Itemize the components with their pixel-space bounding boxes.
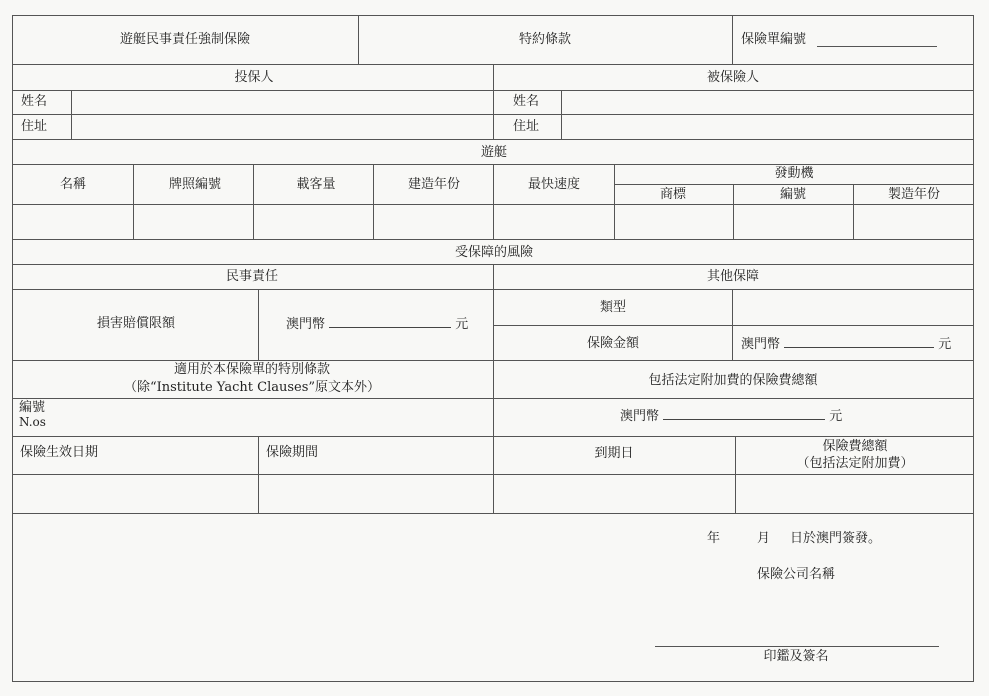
form-title: 遊艇民事責任強制保險 xyxy=(119,32,251,47)
amount-blank[interactable] xyxy=(784,337,934,348)
divider xyxy=(614,184,974,185)
divider xyxy=(493,64,494,139)
divider xyxy=(258,436,259,513)
special-terms-heading: 特約條款 xyxy=(518,32,572,47)
expiry-date-label: 到期日 xyxy=(594,446,634,461)
issue-month: 月 xyxy=(757,531,771,546)
divider xyxy=(732,15,733,64)
divider xyxy=(258,289,259,360)
insured-heading: 被保險人 xyxy=(706,70,760,85)
divider xyxy=(735,436,736,513)
outer-border-left xyxy=(12,15,13,682)
yacht-col-build-year: 建造年份 xyxy=(407,177,461,192)
special-clauses-heading: 適用於本保險單的特別條款 xyxy=(173,362,331,377)
engine-col-number: 編號 xyxy=(779,187,807,202)
divider xyxy=(493,325,974,326)
divider xyxy=(12,513,974,514)
policy-number-field[interactable] xyxy=(817,46,937,47)
total-premium-amount[interactable] xyxy=(620,409,842,426)
currency-suffix: 元 xyxy=(455,317,469,332)
effective-date-label: 保險生效日期 xyxy=(20,445,99,460)
divider xyxy=(253,164,254,239)
divider xyxy=(373,164,374,239)
divider xyxy=(71,90,72,139)
insurer-name-label: 保險公司名稱 xyxy=(756,567,836,582)
clause-number-label: 編號 xyxy=(19,400,46,415)
covered-risks-heading: 受保障的風險 xyxy=(454,245,534,260)
seal-signature-label: 印鑑及簽名 xyxy=(763,649,829,664)
amount-blank[interactable] xyxy=(329,317,451,328)
policyholder-address-label: 住址 xyxy=(21,119,48,134)
insured-name-label: 姓名 xyxy=(513,94,540,109)
currency-suffix: 元 xyxy=(938,337,952,352)
divider xyxy=(733,184,734,239)
total-premium-heading: 包括法定附加費的保險費總額 xyxy=(648,373,818,388)
currency-prefix: 澳門幣 xyxy=(620,409,660,424)
divider xyxy=(493,164,494,239)
policy-number-label: 保險單編號 xyxy=(741,32,807,47)
currency-prefix: 澳門幣 xyxy=(286,317,326,332)
compensation-limit-amount[interactable] xyxy=(286,317,468,334)
outer-border-right xyxy=(973,15,974,682)
other-coverage-heading: 其他保障 xyxy=(706,269,760,284)
clause-nos-label: N.os xyxy=(19,415,46,429)
yacht-heading: 遊艇 xyxy=(480,145,508,160)
compensation-limit-label: 損害賠償限額 xyxy=(96,316,176,331)
divider xyxy=(732,289,733,360)
divider xyxy=(133,164,134,239)
engine-col-brand: 商標 xyxy=(659,187,687,202)
engine-heading: 發動機 xyxy=(774,166,814,181)
insured-address-label: 住址 xyxy=(513,119,540,134)
total-premium-note: （包括法定附加費） xyxy=(796,456,914,471)
yacht-col-licence-no: 牌照編號 xyxy=(168,177,222,192)
divider xyxy=(493,264,494,513)
issue-year: 年 xyxy=(707,531,721,546)
divider xyxy=(561,90,562,139)
civil-liability-heading: 民事責任 xyxy=(225,269,279,284)
sum-insured-label: 保險金額 xyxy=(586,336,640,351)
policyholder-heading: 投保人 xyxy=(234,70,274,85)
outer-border-top xyxy=(12,15,974,16)
yacht-col-capacity: 載客量 xyxy=(296,177,336,192)
sum-insured-amount[interactable] xyxy=(741,337,951,354)
currency-prefix: 澳門幣 xyxy=(741,337,781,352)
yacht-col-name: 名稱 xyxy=(59,177,87,192)
divider xyxy=(853,184,854,239)
outer-border-bottom xyxy=(12,681,974,682)
special-clauses-note: （除“Institute Yacht Clauses”原文本外） xyxy=(123,380,381,395)
total-premium-label: 保險費總額 xyxy=(822,439,888,454)
policyholder-name-label: 姓名 xyxy=(21,94,48,109)
amount-blank[interactable] xyxy=(663,409,825,420)
issue-day-place: 日於澳門簽發。 xyxy=(790,531,882,546)
signature-line[interactable] xyxy=(655,646,939,647)
yacht-col-max-speed: 最快速度 xyxy=(527,177,581,192)
divider xyxy=(614,164,615,239)
currency-suffix: 元 xyxy=(829,409,843,424)
coverage-type-label: 類型 xyxy=(599,300,627,315)
divider xyxy=(12,239,974,240)
divider xyxy=(358,15,359,64)
insurance-period-label: 保險期間 xyxy=(266,445,319,460)
divider xyxy=(12,139,974,140)
engine-col-manufacture-year: 製造年份 xyxy=(887,187,941,202)
